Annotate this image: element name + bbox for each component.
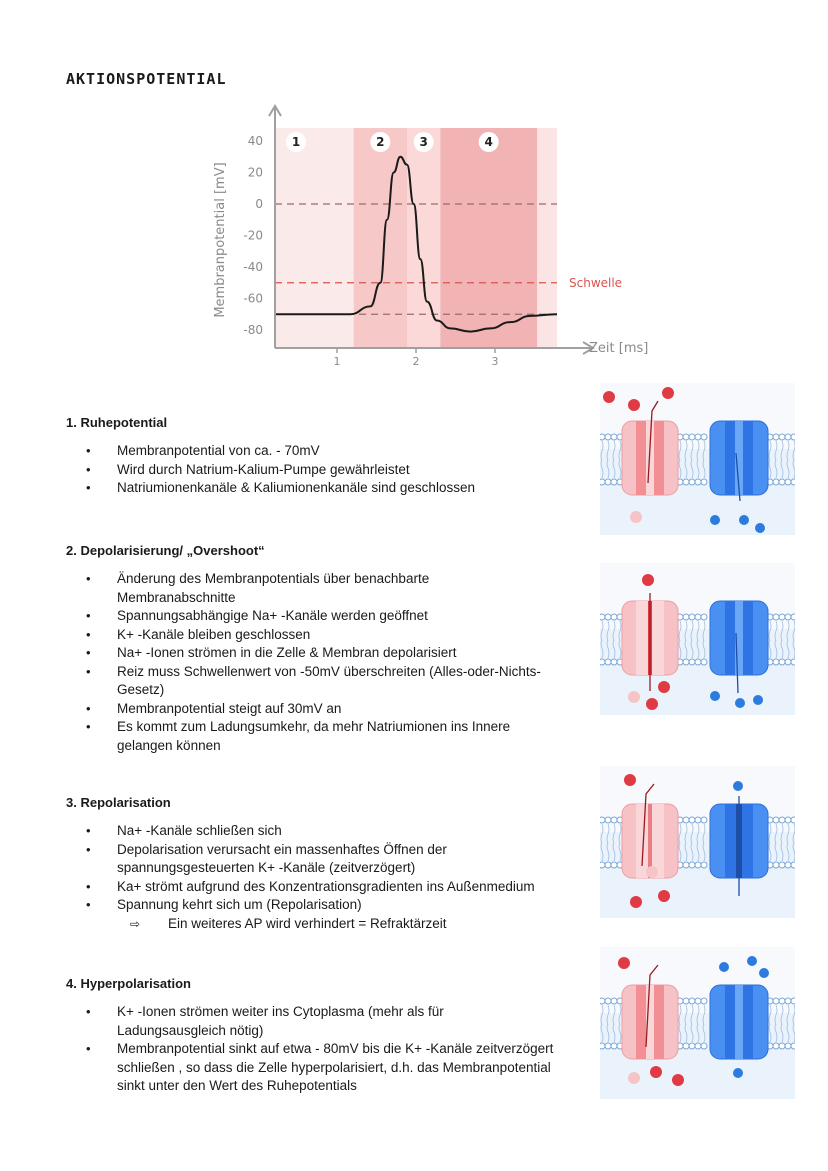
channel-illustration-hyperpolarisation (600, 947, 795, 1099)
y-tick-label: -40 (243, 260, 263, 274)
phase-label-1: 1 (291, 135, 301, 149)
y-tick-label: -60 (243, 291, 263, 306)
sodium-ion-icon (646, 866, 658, 878)
potassium-ion-icon (719, 962, 729, 972)
list-item: • K+ -Kanäle bleiben geschlossen (66, 626, 546, 645)
potassium-ion-icon (755, 523, 765, 533)
list-item: • Ka+ strömt aufgrund des Konzentrationsgradienten ins Außenmedium (66, 878, 586, 897)
channel-illustration-ruhepotential (600, 383, 795, 535)
x-tick-label: 2 (412, 355, 420, 368)
y-tick-label: -20 (243, 228, 263, 243)
sodium-ion-icon (646, 698, 658, 710)
section-ruhepotential (66, 415, 586, 498)
sodium-ion-icon (662, 387, 674, 399)
phase-label-2: 2 (376, 135, 385, 149)
list-item: • Membranpotential sinkt auf etwa - 80mV bis die K+ -Kanäle zeitverzögert schließen , so dass die Zelle hyperpolarisiert, d.h. das Membranpotential sinkt unter den Wert des Ruhepotentials (66, 1040, 556, 1096)
channel-illustration-repolarisation (600, 766, 795, 918)
y-axis-label: Membranpotential [mV] (213, 162, 228, 318)
sodium-ion-icon (603, 391, 615, 403)
y-tick-label: -80 (243, 323, 263, 337)
channel-illustration-depolarisierung (600, 563, 795, 715)
potassium-ion-icon (753, 695, 763, 705)
y-tick-label: 40 (247, 134, 263, 148)
sodium-ion-icon (624, 774, 636, 786)
section-depolarisierung (66, 543, 586, 755)
potassium-ion-icon (710, 515, 720, 525)
list-item: • Na+ -Kanäle schließen sich (66, 822, 586, 841)
sodium-ion-icon (672, 1074, 684, 1086)
phase-band-2 (354, 128, 407, 348)
sodium-ion-icon (628, 691, 640, 703)
list-item: • Depolarisation verursacht ein massenhaftes Öffnen der spannungsgesteuerten K+ -Kanäle (zeitverzögert) (66, 841, 586, 878)
potassium-ion-icon (710, 691, 720, 701)
list-item: • Natriumionenkanäle & Kaliumionenkanäle sind geschlossen (66, 479, 586, 498)
x-tick-label: 3 (491, 355, 499, 368)
x-tick-label: 1 (333, 355, 341, 368)
potassium-channel-icon (710, 985, 768, 1059)
sodium-ion-icon (630, 896, 642, 908)
list-item: • Spannungsabhängige Na+ -Kanäle werden geöffnet (66, 607, 546, 626)
potassium-ion-icon (733, 781, 743, 791)
list-item: • K+ -Ionen strömen weiter ins Cytoplasma (mehr als für Ladungsausgleich nötig) (66, 1003, 556, 1040)
phase-label-4: 4 (484, 135, 493, 149)
sodium-ion-icon (658, 681, 670, 693)
list-item: • Wird durch Natrium-Kalium-Pumpe gewährleistet (66, 461, 586, 480)
sodium-ion-icon (618, 957, 630, 969)
potassium-ion-icon (733, 1068, 743, 1078)
sub-item-text: Ein weiteres AP wird verhindert = Refraktärzeit (168, 915, 447, 931)
phase-band-3 (407, 128, 440, 348)
sodium-ion-icon (628, 1072, 640, 1084)
potassium-ion-icon (747, 956, 757, 966)
y-tick-label: 0 (255, 197, 263, 211)
list-item: • Membranpotential steigt auf 30mV an (66, 700, 546, 719)
potassium-ion-icon (739, 515, 749, 525)
list-item: • Membranpotential von ca. - 70mV (66, 442, 586, 461)
action-potential-chart (205, 100, 675, 370)
list-item: • Na+ -Ionen strömen in die Zelle & Membran depolarisiert (66, 644, 546, 663)
sodium-channel-icon (622, 985, 678, 1059)
potassium-ion-icon (759, 968, 769, 978)
section-hyperpolarisation (66, 976, 586, 1096)
sodium-ion-icon (630, 511, 642, 523)
list-item: • Änderung des Membranpotentials über benachbarte Membranabschnitte (66, 570, 546, 607)
section-heading: 4. Hyperpolarisation (66, 976, 191, 991)
potassium-channel-icon (710, 601, 768, 675)
list-item: • Spannung kehrt sich um (Repolarisation) (66, 896, 586, 915)
sub-item (66, 915, 586, 934)
y-tick-label: 20 (247, 165, 263, 180)
list-item: • Es kommt zum Ladungsumkehr, da mehr Natriumionen ins Innere gelangen können (66, 718, 546, 755)
x-axis-label: Zeit [ms] (589, 341, 649, 356)
section-heading: 3. Repolarisation (66, 795, 171, 810)
section-repolarisation (66, 795, 586, 933)
section-heading: 2. Depolarisierung/ „Overshoot“ (66, 543, 265, 558)
threshold-label: Schwelle (569, 275, 623, 290)
arrow-icon: ⇨ (130, 916, 141, 931)
potassium-ion-icon (735, 698, 745, 708)
phase-band-4 (440, 128, 537, 348)
sodium-ion-icon (628, 399, 640, 411)
phase-label-3: 3 (419, 135, 428, 149)
section-heading: 1. Ruhepotential (66, 415, 168, 430)
list-item: • Reiz muss Schwellenwert von -50mV überschreiten (Alles-oder-Nichts- Gesetz) (66, 663, 546, 700)
sodium-ion-icon (658, 890, 670, 902)
sodium-ion-icon (650, 1066, 662, 1078)
page-title: AKTIONSPOTENTIAL (66, 70, 227, 88)
sodium-ion-icon (642, 574, 654, 586)
